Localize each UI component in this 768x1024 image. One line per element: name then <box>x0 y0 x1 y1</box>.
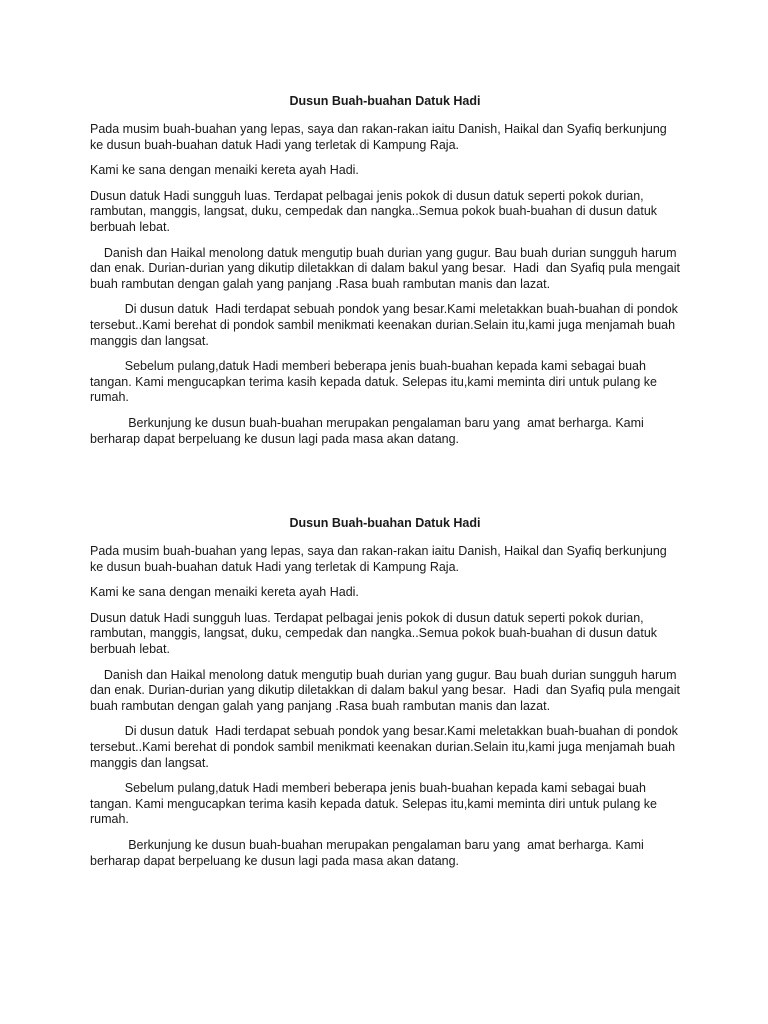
paragraph-1: Pada musim buah-buahan yang lepas, saya dan rakan-rakan iaitu Danish, Haikal dan Syafiq berkunjung ke dusun buah-buahan datuk Hadi yang terletak di Kampung Raja. <box>90 122 671 152</box>
paragraph-7: Berkunjung ke dusun buah-buahan merupakan pengalaman baru yang amat berharga. Kami berharap dapat berpeluang ke dusun lagi pada masa akan datang. <box>90 837 648 868</box>
paragraph-5: Di dusun datuk Hadi terdapat sebuah pondok yang besar.Kami meletakkan buah-buahan di pondok tersebut..Kami berehat di pondok sambil menikmati keenakan durian.Selain itu,kami juga menjamah buah manggis dan langsat. <box>90 724 682 770</box>
paragraph-3: Dusun datuk Hadi sungguh luas. Terdapat pelbagai jenis pokok di dusun datuk seperti pokok durian, rambutan, manggis, langsat, duku, cempedak dan nangka..Semua pokok buah-buahan di dusun datuk berbuah lebat. <box>90 188 661 234</box>
essay-1 <box>90 93 684 457</box>
paragraph-3: Dusun datuk Hadi sungguh luas. Terdapat pelbagai jenis pokok di dusun datuk seperti pokok durian, rambutan, manggis, langsat, duku, cempedak dan nangka..Semua pokok buah-buahan di dusun datuk berbuah lebat. <box>90 610 661 656</box>
essay-title: Dusun Buah-buahan Datuk Hadi <box>289 516 481 530</box>
essay-title: Dusun Buah-buahan Datuk Hadi <box>289 94 481 108</box>
paragraph-5: Di dusun datuk Hadi terdapat sebuah pondok yang besar.Kami meletakkan buah-buahan di pondok tersebut..Kami berehat di pondok sambil menikmati keenakan durian.Selain itu,kami juga menjamah buah manggis dan langsat. <box>90 302 682 348</box>
paragraph-1: Pada musim buah-buahan yang lepas, saya dan rakan-rakan iaitu Danish, Haikal dan Syafiq berkunjung ke dusun buah-buahan datuk Hadi yang terletak di Kampung Raja. <box>90 544 671 574</box>
paragraph-6: Sebelum pulang,datuk Hadi memberi beberapa jenis buah-buahan kepada kami sebagai buah tangan. Kami mengucapkan terima kasih kepada datuk. Selepas itu,kami meminta diri untuk pulang ke rumah. <box>90 781 661 827</box>
paragraph-4: Danish dan Haikal menolong datuk mengutip buah durian yang gugur. Bau buah durian sungguh harum dan enak. Durian-durian yang dikutip diletakkan di dalam bakul yang besar. Hadi dan Syafiq pula mengait buah rambutan dengan galah yang panjang .Rasa buah rambutan manis dan lazat. <box>90 667 684 713</box>
paragraph-6: Sebelum pulang,datuk Hadi memberi beberapa jenis buah-buahan kepada kami sebagai buah tangan. Kami mengucapkan terima kasih kepada datuk. Selepas itu,kami meminta diri untuk pulang ke rumah. <box>90 359 661 405</box>
paragraph-2: Kami ke sana dengan menaiki kereta ayah Hadi. <box>90 163 359 178</box>
paragraph-7: Berkunjung ke dusun buah-buahan merupakan pengalaman baru yang amat berharga. Kami berharap dapat berpeluang ke dusun lagi pada masa akan datang. <box>90 415 648 446</box>
paragraph-2: Kami ke sana dengan menaiki kereta ayah Hadi. <box>90 585 359 600</box>
essay-2 <box>90 515 684 879</box>
paragraph-4: Danish dan Haikal menolong datuk mengutip buah durian yang gugur. Bau buah durian sungguh harum dan enak. Durian-durian yang dikutip diletakkan di dalam bakul yang besar. Hadi dan Syafiq pula mengait buah rambutan dengan galah yang panjang .Rasa buah rambutan manis dan lazat. <box>90 245 684 291</box>
